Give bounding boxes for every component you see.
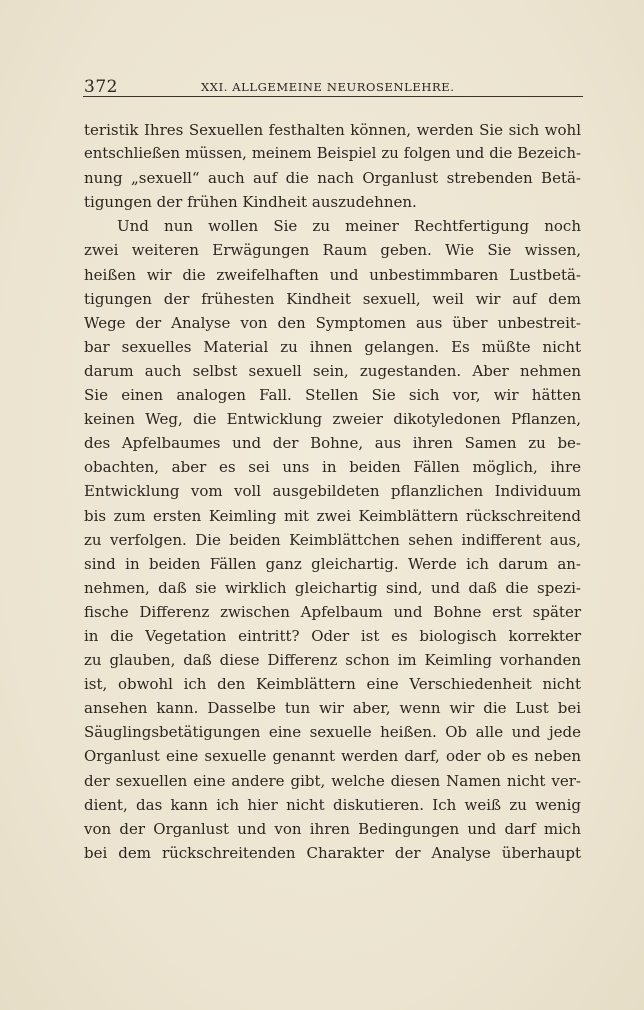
text-line: nehmen, daß sie wirklich gleichartig sind, und daß die spezi- xyxy=(84,578,581,597)
text-line: entschließen müssen, meinem Beispiel zu folgen und die Bezeich- xyxy=(84,145,581,163)
page-number: 372 xyxy=(84,77,118,97)
text-line: Entwicklung vom voll ausgebildeten pflanzlichen Individuum xyxy=(84,482,581,501)
text-line: obachten, aber es sei uns in beiden Fällen möglich, ihre xyxy=(84,458,581,477)
page-header xyxy=(84,74,584,96)
text-line: Wege der Analyse von den Symptomen aus über unbestreit- xyxy=(84,313,581,332)
text-line: des Apfelbaumes und der Bohne, aus ihren Samen zu be- xyxy=(84,434,581,453)
text-line: darum auch selbst sexuell sein, zugestanden. Aber nehmen xyxy=(84,361,581,380)
text-line: dient, das kann ich hier nicht diskutieren. Ich weiß zu wenig xyxy=(84,795,581,814)
text-line: von der Organlust und von ihren Bedingungen und darf mich xyxy=(84,819,581,838)
text-line: Und nun wollen Sie zu meiner Rechtfertigung noch xyxy=(117,217,581,236)
text-line: tigungen der frühesten Kindheit sexuell, weil wir auf dem xyxy=(84,289,581,308)
text-line: nung „sexuell“ auch auf die nach Organlust strebenden Betä- xyxy=(84,169,581,188)
text-line: heißen wir die zweifelhaften und unbestimmbaren Lustbetä- xyxy=(84,265,581,284)
text-line: tigungen der frühen Kindheit auszudehnen. xyxy=(84,193,417,212)
text-line: bis zum ersten Keimling mit zwei Keimblättern rückschreitend xyxy=(84,506,581,525)
text-line: Sie einen analogen Fall. Stellen Sie sich vor, wir hätten xyxy=(84,386,581,405)
running-title: XXI. ALLGEMEINE NEUROSENLEHRE. xyxy=(201,80,455,94)
text-line: fische Differenz zwischen Apfelbaum und Bohne erst später xyxy=(84,602,581,621)
text-line: teristik Ihres Sexuellen festhalten können, werden Sie sich wohl xyxy=(84,121,581,139)
text-line: zwei weiteren Erwägungen Raum geben. Wie Sie wissen, xyxy=(84,241,581,260)
text-line: Organlust eine sexuelle genannt werden darf, oder ob es neben xyxy=(84,747,581,766)
text-line: zu glauben, daß diese Differenz schon im Keimling vorhanden xyxy=(84,651,581,670)
header-rule xyxy=(83,96,583,97)
body-text xyxy=(84,118,581,865)
text-line: ansehen kann. Dasselbe tun wir aber, wenn wir die Lust bei xyxy=(84,699,581,718)
text-line: bei dem rückschreitenden Charakter der Analyse überhaupt xyxy=(84,843,581,862)
text-line: Säuglingsbetätigungen eine sexuelle heißen. Ob alle und jede xyxy=(84,723,581,742)
text-line: bar sexuelles Material zu ihnen gelangen. Es müßte nicht xyxy=(84,337,581,356)
text-line: in die Vegetation eintritt? Oder ist es biologisch korrekter xyxy=(84,626,581,645)
text-line: zu verfolgen. Die beiden Keimblättchen sehen indifferent aus, xyxy=(84,530,581,549)
text-line: ist, obwohl ich den Keimblättern eine Verschiedenheit nicht xyxy=(84,675,581,694)
text-line: sind in beiden Fällen ganz gleichartig. Werde ich darum an- xyxy=(84,554,581,573)
text-line: der sexuellen eine andere gibt, welche diesen Namen nicht ver- xyxy=(84,771,581,790)
text-line: keinen Weg, die Entwicklung zweier dikotyledonen Pflanzen, xyxy=(84,410,581,429)
